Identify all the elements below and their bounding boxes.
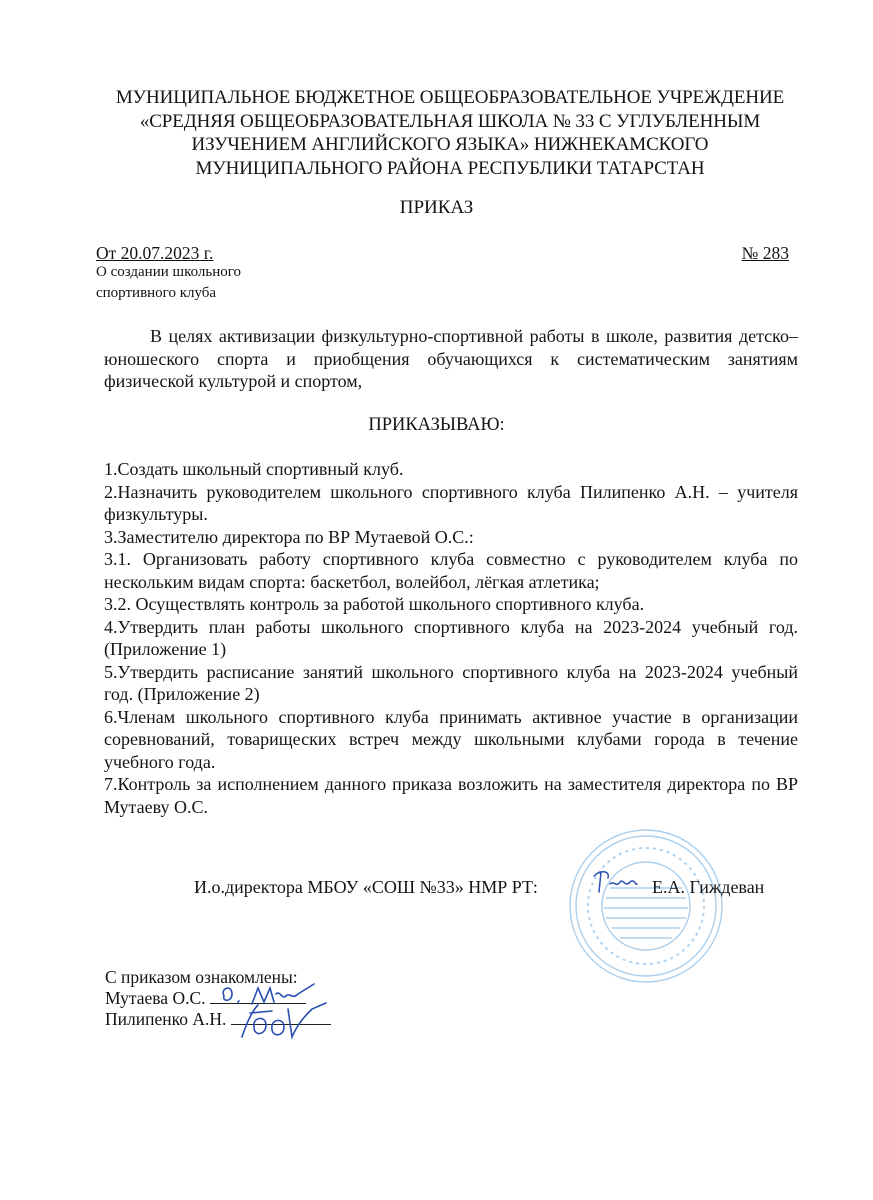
order-subject bbox=[96, 262, 241, 304]
director-name: Е.А. Гиждеван bbox=[652, 877, 765, 897]
order-item: 7.Контроль за исполнением данного приказа возложить на заместителя директора по ВР Мутаеву О.С. bbox=[104, 774, 798, 817]
organization-header bbox=[100, 86, 800, 180]
order-heading: ПРИКАЗЫВАЮ: bbox=[368, 415, 505, 435]
director-signature bbox=[590, 866, 640, 900]
person-2-name: Пилипенко А.Н. bbox=[105, 1009, 227, 1029]
order-item: 3.1. Организовать работу спортивного клуба совместно с руководителем клуба по нескольким видам спорта: баскетбол, волейбол, лёгкая атлетика; bbox=[104, 549, 798, 592]
subject-line-1: О создании школьного bbox=[96, 264, 242, 280]
preamble-paragraph: В целях активизации физкультурно-спортивной работы в школе, развития детско–юношеского спорта и приобщения обучающихся к систематическим занятиям физической культурой и спортом, bbox=[104, 326, 798, 391]
order-item: 4.Утвердить план работы школьного спортивного клуба на 2023-2024 учебный год. (Приложение 1) bbox=[104, 616, 798, 659]
official-stamp bbox=[566, 826, 726, 986]
order-item: 3.Заместителю директора по ВР Мутаевой О.С.: bbox=[104, 526, 474, 547]
org-name-line-2: «СРЕДНЯЯ ОБЩЕОБРАЗОВАТЕЛЬНАЯ ШКОЛА № 33 С УГЛУБЛЕННЫМ bbox=[139, 110, 761, 132]
order-date: От 20.07.2023 г. bbox=[96, 243, 214, 263]
org-name-line-4: МУНИЦИПАЛЬНОГО РАЙОНА РЕСПУБЛИКИ ТАТАРСТАН bbox=[195, 157, 705, 179]
order-item: 1.Создать школьный спортивный клуб. bbox=[104, 459, 404, 479]
person-2-signature bbox=[232, 997, 332, 1043]
document-title: ПРИКАЗ bbox=[399, 197, 474, 218]
order-item: 3.2. Осуществлять контроль за работой школьного спортивного клуба. bbox=[104, 594, 645, 614]
person-1-name: Мутаева О.С. bbox=[105, 988, 206, 1008]
order-item: 6.Членам школьного спортивного клуба принимать активное участие в организации соревнований, товарищеских встреч между школьными клубами города в течение учебного года. bbox=[104, 706, 798, 772]
subject-line-2: спортивного клуба bbox=[96, 285, 217, 301]
org-name-line-1: МУНИЦИПАЛЬНОЕ БЮДЖЕТНОЕ ОБЩЕОБРАЗОВАТЕЛЬНОЕ УЧРЕЖДЕНИЕ bbox=[115, 87, 785, 108]
order-item: 5.Утвердить расписание занятий школьного спортивного клуба на 2023-2024 учебный год. (Приложение 2) bbox=[104, 661, 798, 704]
order-number: № 283 bbox=[741, 243, 789, 263]
acknowledgement-heading: С приказом ознакомлены: bbox=[105, 967, 298, 987]
org-name-line-3: ИЗУЧЕНИЕМ АНГЛИЙСКОГО ЯЗЫКА» НИЖНЕКАМСКОГО bbox=[191, 134, 709, 155]
order-item: 2.Назначить руководителем школьного спортивного клуба Пилипенко А.Н. – учителя физкультуры. bbox=[104, 481, 798, 524]
director-title: И.о.директора МБОУ «СОШ №33» НМР РТ: bbox=[194, 877, 538, 897]
order-items-list bbox=[104, 458, 798, 818]
